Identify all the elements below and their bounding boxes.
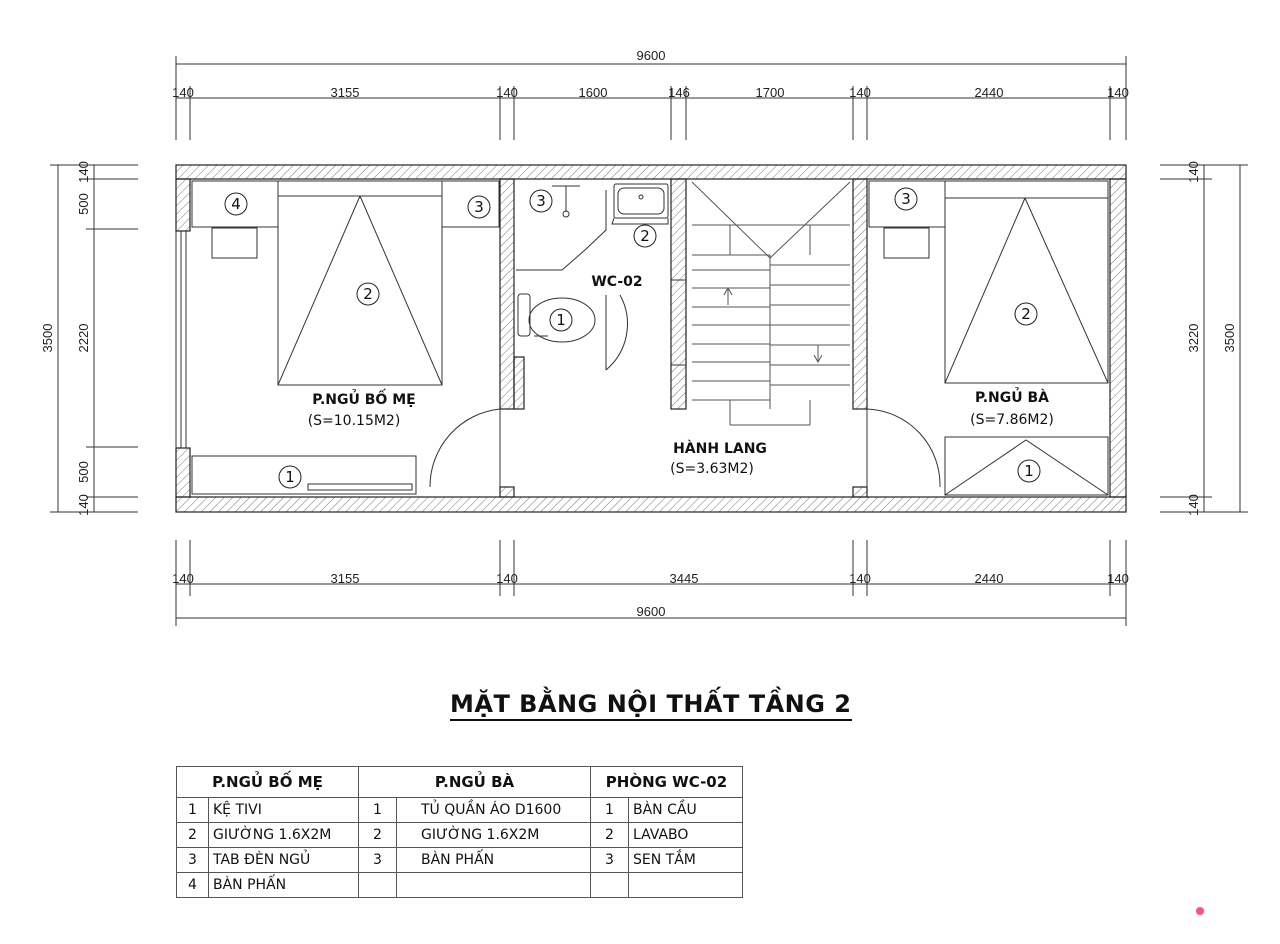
svg-text:2: 2 xyxy=(1021,305,1031,323)
walls xyxy=(176,165,1126,512)
dim-left-1: 500 xyxy=(76,193,91,215)
dim-top-5: 1700 xyxy=(755,85,785,100)
room-hall-name: HÀNH LANG xyxy=(673,441,767,457)
legend-cell: SEN TẮM xyxy=(629,848,743,873)
legend-cell: 1 xyxy=(359,798,397,823)
dim-right-1: 3220 xyxy=(1186,323,1201,353)
dim-left-2: 2220 xyxy=(76,323,91,353)
dim-left-0: 140 xyxy=(76,161,91,183)
dim-top-1: 3155 xyxy=(330,85,360,100)
vanity-stool xyxy=(212,228,257,258)
svg-text:3: 3 xyxy=(536,192,546,210)
dim-bottom-3: 3445 xyxy=(669,571,699,586)
drawing-title: MẶT BẰNG NỘI THẤT TẦNG 2 xyxy=(450,690,852,721)
svg-text:2: 2 xyxy=(640,227,650,245)
legend-header-wc: PHÒNG WC-02 xyxy=(591,767,743,798)
marker-grandma-wardrobe xyxy=(1018,460,1040,482)
legend-header-grandma: P.NGỦ BÀ xyxy=(359,767,591,798)
parents-bed xyxy=(278,181,442,385)
legend-cell: 3 xyxy=(591,848,629,873)
dim-bottom-6: 140 xyxy=(1107,571,1129,586)
dim-bottom-5: 2440 xyxy=(974,571,1004,586)
legend-cell: BÀN CẦU xyxy=(629,798,743,823)
legend-cell: 2 xyxy=(359,823,397,848)
legend-cell xyxy=(397,873,591,898)
legend-row xyxy=(177,798,743,823)
svg-text:3: 3 xyxy=(474,198,484,216)
legend-cell: BÀN PHẤN xyxy=(397,848,591,873)
legend-cell xyxy=(359,873,397,898)
legend-cell: BÀN PHẤN xyxy=(209,873,359,898)
legend-header-row xyxy=(177,767,743,798)
dim-left-total: 3500 xyxy=(40,323,55,353)
dim-top-0: 140 xyxy=(172,85,194,100)
legend-row xyxy=(177,823,743,848)
basin xyxy=(614,184,668,218)
marker-parents-tv xyxy=(279,466,301,488)
legend-cell: 1 xyxy=(591,798,629,823)
legend-cell: KỆ TIVI xyxy=(209,798,359,823)
svg-text:1: 1 xyxy=(556,311,566,329)
dim-top-3: 1600 xyxy=(578,85,608,100)
parents-room-furniture xyxy=(192,181,499,494)
furniture-legend-table xyxy=(176,766,743,898)
dim-top-4: 146 xyxy=(668,85,690,100)
legend-cell: TỦ QUẦN ÁO D1600 xyxy=(397,798,591,823)
dim-bottom-4: 140 xyxy=(849,571,871,586)
legend-cell: LAVABO xyxy=(629,823,743,848)
svg-text:3: 3 xyxy=(901,190,911,208)
grandma-vanity-stool xyxy=(884,228,929,258)
marker-parents-bed xyxy=(357,283,379,305)
legend-cell: 2 xyxy=(591,823,629,848)
marker-dot xyxy=(1196,907,1204,915)
legend-cell xyxy=(629,873,743,898)
legend-cell: 2 xyxy=(177,823,209,848)
staircase xyxy=(690,182,850,425)
room-hall-area: (S=3.63M2) xyxy=(670,461,754,477)
legend-cell: 4 xyxy=(177,873,209,898)
dim-top-8: 140 xyxy=(1107,85,1129,100)
toilet-tank xyxy=(518,294,530,336)
left-row-labels xyxy=(40,161,91,516)
marker-wc-shower xyxy=(530,190,552,212)
right-row-labels xyxy=(1186,161,1237,516)
legend-row xyxy=(177,848,743,873)
svg-text:2: 2 xyxy=(363,285,373,303)
legend-row xyxy=(177,873,743,898)
dim-left-3: 500 xyxy=(76,461,91,483)
legend-cell: 3 xyxy=(177,848,209,873)
room-parents-area: (S=10.15M2) xyxy=(307,413,401,429)
dim-bottom-2: 140 xyxy=(496,571,518,586)
item-markers xyxy=(225,188,1040,488)
legend-cell: GIƯỜNG 1.6X2M xyxy=(397,823,591,848)
grandma-bed xyxy=(945,181,1108,383)
dim-top-7: 2440 xyxy=(974,85,1004,100)
dim-bottom-total: 9600 xyxy=(636,604,666,619)
marker-grandma-bed xyxy=(1015,303,1037,325)
svg-text:1: 1 xyxy=(1024,462,1034,480)
left-dimensions xyxy=(50,165,138,512)
window xyxy=(176,231,186,448)
legend-header-parents: P.NGỦ BỐ MẸ xyxy=(177,767,359,798)
legend-cell: GIƯỜNG 1.6X2M xyxy=(209,823,359,848)
marker-wc-basin xyxy=(634,225,656,247)
dim-bottom-0: 140 xyxy=(172,571,194,586)
room-parents-name: P.NGỦ BỐ MẸ xyxy=(312,392,416,408)
marker-wc-toilet xyxy=(550,309,572,331)
marker-parents-tab xyxy=(468,196,490,218)
room-grandma-area: (S=7.86M2) xyxy=(970,412,1054,428)
svg-text:1: 1 xyxy=(285,468,295,486)
dim-top-6: 140 xyxy=(849,85,871,100)
dim-right-2: 140 xyxy=(1186,494,1201,516)
room-wc-name: WC-02 xyxy=(591,274,643,290)
dim-bottom-1: 3155 xyxy=(330,571,360,586)
svg-text:4: 4 xyxy=(231,195,241,213)
legend-cell: TAB ĐÈN NGỦ xyxy=(209,848,359,873)
dim-right-total: 3500 xyxy=(1222,323,1237,353)
grandma-room-furniture xyxy=(869,181,1108,495)
room-grandma-name: P.NGỦ BÀ xyxy=(975,390,1049,406)
marker-grandma-vanity xyxy=(895,188,917,210)
dim-top-2: 140 xyxy=(496,85,518,100)
marker-parents-vanity xyxy=(225,193,247,215)
dim-right-0: 140 xyxy=(1186,161,1201,183)
dim-left-4: 140 xyxy=(76,494,91,516)
legend-cell: 3 xyxy=(359,848,397,873)
legend-cell xyxy=(591,873,629,898)
dim-top-total: 9600 xyxy=(636,48,666,63)
legend-cell: 1 xyxy=(177,798,209,823)
